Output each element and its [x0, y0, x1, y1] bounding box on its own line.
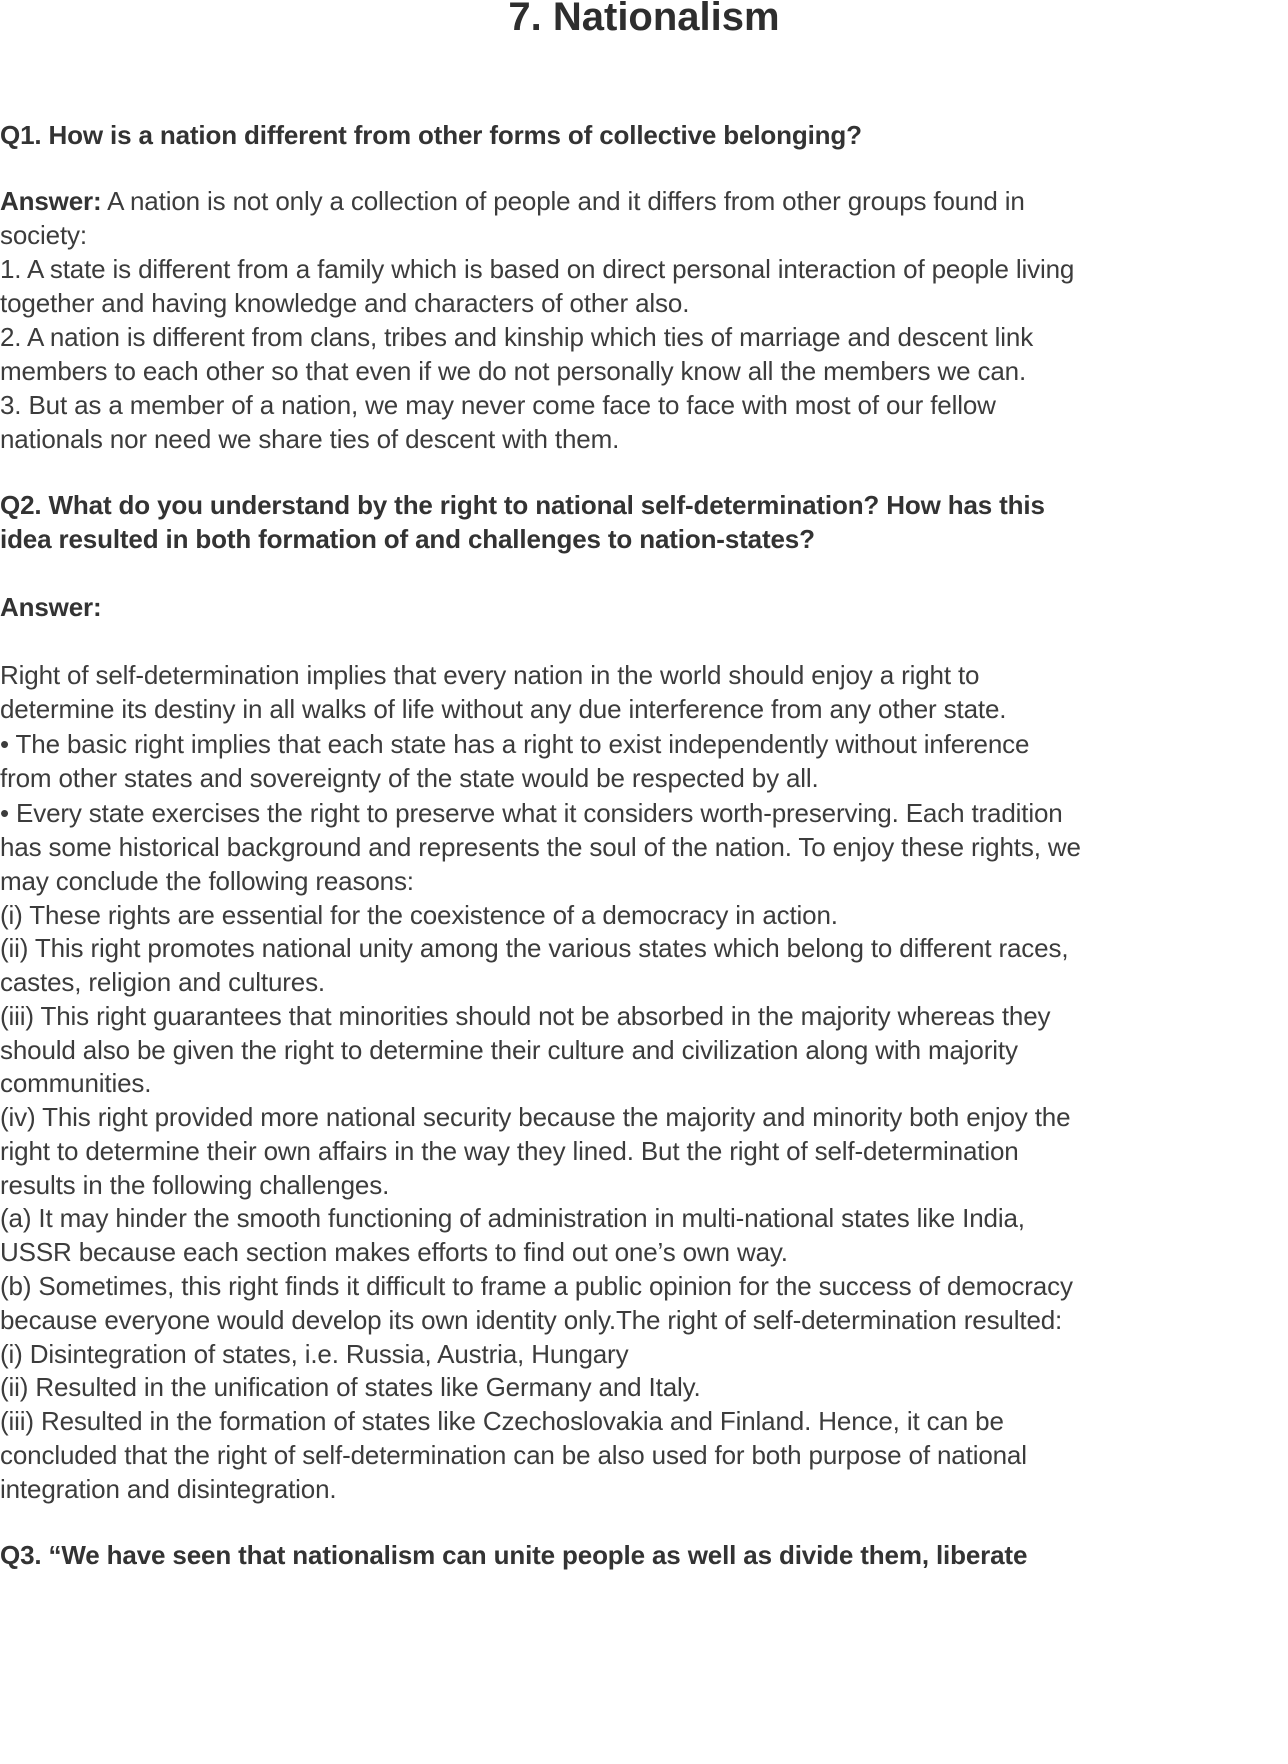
question-2-line: Q2. What do you understand by the right to national self-determination? How has this	[0, 490, 1045, 520]
answer-1-line: 2. A nation is different from clans, tribes and kinship which ties of marriage and descent link	[0, 322, 1034, 352]
answer-2-line: from other states and sovereignty of the state would be respected by all.	[0, 763, 819, 793]
answer-2-line: integration and disintegration.	[0, 1474, 337, 1504]
answer-2-line: should also be given the right to determine their culture and civilization along with majority	[0, 1035, 1018, 1065]
answer-1-line: nationals nor need we share ties of descent with them.	[0, 424, 620, 454]
answer-1-line: together and having knowledge and characters of other also.	[0, 288, 690, 318]
answer-2-line: (iii) Resulted in the formation of states like Czechoslovakia and Finland. Hence, it can be	[0, 1406, 1004, 1436]
answer-2-line: Right of self-determination implies that every nation in the world should enjoy a right to	[0, 660, 980, 690]
answer-2-line: castes, religion and cultures.	[0, 967, 326, 997]
answer-2-line: concluded that the right of self-determination can be also used for both purpose of national	[0, 1440, 1027, 1470]
answer-2-line: (ii) Resulted in the unification of states like Germany and Italy.	[0, 1372, 701, 1402]
answer-1-line: members to each other so that even if we do not personally know all the members we can.	[0, 356, 1027, 386]
answer-label: Answer:	[0, 592, 102, 622]
answer-label: Answer:	[0, 186, 102, 216]
answer-1-line: Answer: A nation is not only a collection of people and it differs from other groups found in	[0, 186, 1025, 216]
answer-2-line: because everyone would develop its own identity only.The right of self-determination resulted:	[0, 1305, 1063, 1335]
answer-2-line: • The basic right implies that each state has a right to exist independently without inference	[0, 729, 1030, 759]
answer-2-line: communities.	[0, 1068, 152, 1098]
answer-2-line: USSR because each section makes efforts to find out one’s own way.	[0, 1237, 788, 1267]
answer-2-line: determine its destiny in all walks of life without any due interference from any other state.	[0, 694, 1007, 724]
answer-2-line: (iv) This right provided more national security because the majority and minority both enjoy the	[0, 1102, 1071, 1132]
question-1: Q1. How is a nation different from other forms of collective belonging?	[0, 120, 862, 150]
answer-2-line: (i) These rights are essential for the coexistence of a democracy in action.	[0, 900, 838, 930]
answer-2-line: right to determine their own affairs in the way they lined. But the right of self-determination	[0, 1136, 1019, 1166]
answer-1-line: society:	[0, 220, 87, 250]
answer-2-line: • Every state exercises the right to preserve what it considers worth-preserving. Each tradition	[0, 798, 1063, 828]
answer-2-line: has some historical background and represents the soul of the nation. To enjoy these rights, we	[0, 832, 1081, 862]
page-title: 7. Nationalism	[508, 0, 780, 39]
answer-2-line: (i) Disintegration of states, i.e. Russia, Austria, Hungary	[0, 1339, 629, 1369]
answer-1-line: 3. But as a member of a nation, we may never come face to face with most of our fellow	[0, 390, 996, 420]
question-3-line: Q3. “We have seen that nationalism can unite people as well as divide them, liberate	[0, 1540, 1028, 1570]
question-2-line: idea resulted in both formation of and challenges to nation-states?	[0, 524, 815, 554]
answer-2-line: may conclude the following reasons:	[0, 866, 414, 896]
answer-2-line: (a) It may hinder the smooth functioning of administration in multi-national states like India,	[0, 1203, 1025, 1233]
answer-2-line: (ii) This right promotes national unity among the various states which belong to different races,	[0, 933, 1069, 963]
answer-2-line: (b) Sometimes, this right finds it difficult to frame a public opinion for the success of democracy	[0, 1271, 1073, 1301]
answer-2-line: results in the following challenges.	[0, 1170, 390, 1200]
answer-2-line: (iii) This right guarantees that minorities should not be absorbed in the majority whereas they	[0, 1001, 1051, 1031]
answer-1-line: 1. A state is different from a family which is based on direct personal interaction of people living	[0, 254, 1075, 284]
